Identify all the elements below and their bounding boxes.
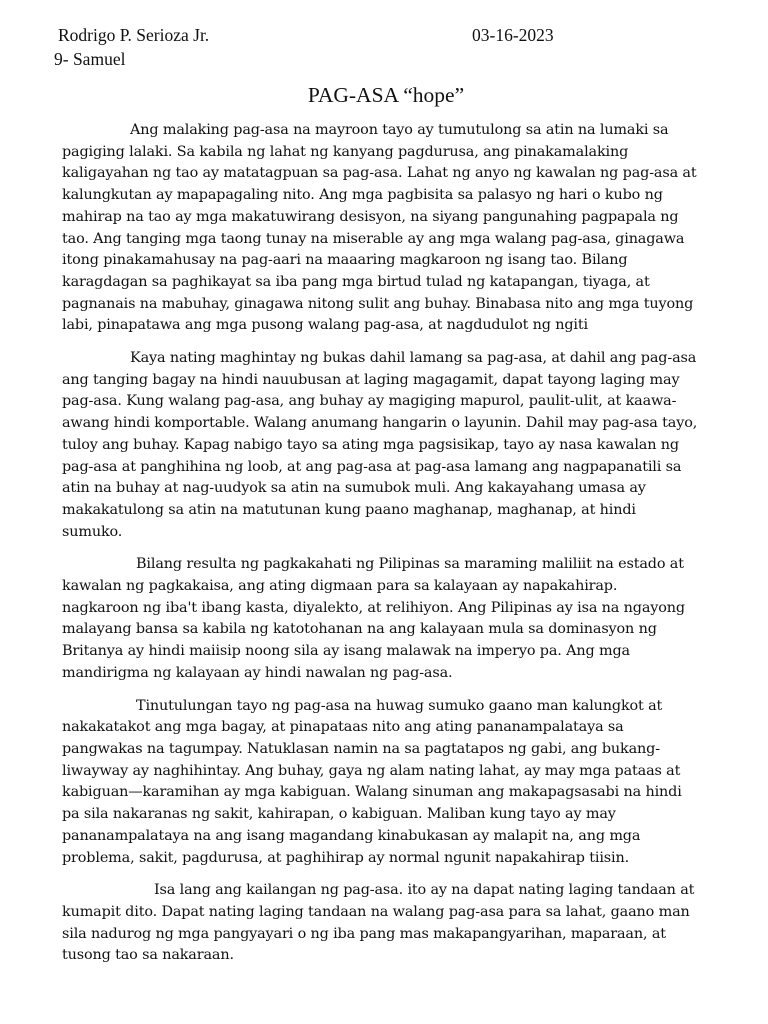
document-date: 03-16-2023 <box>472 25 554 45</box>
class-section: 9- Samuel <box>54 49 126 69</box>
paragraph-2: Kaya nating maghintay ng bukas dahil lamang sa pag-asa, at dahil ang pag-asa ang tanging bagay na hindi nauubusan at laging magagamit, dapat tayong laging may pag-asa. Kung walang pag-asa, ang buhay ay magiging mapurol, paulit-ulit, at kaawa-awang hindi komportable. Walang anumang hangarin o layunin. Dahil may pag-asa tayo, tuloy ang buhay. Kapag nabigo tayo sa ating mga pagsisikap, tayo ay nasa kawalan ng pag-asa at panghihina ng loob, at ang pag-asa at pag-asa lamang ang nagpapanatili sa atin na buhay at nag-uudyok sa atin na sumubok muli. Ang kakayahang umasa ay makakatulong sa atin na matutunan kung paano maghanap, maghanap, at hindi sumuko. <box>62 350 698 540</box>
author-name: Rodrigo P. Serioza Jr. <box>58 25 210 45</box>
essay-title: PAG-ASA “hope” <box>307 83 465 107</box>
paragraph-5: Isa lang ang kailangan ng pag-asa. ito ay na dapat nating laging tandaan at kumapit dito. Dapat nating laging tandaan na walang pag-asa para sa lahat, gaano man sila nadurog ng mga pangyayari o ng iba pang mas makapangyarihan, maparaan, at tusong tao sa nakaraan. <box>62 882 695 964</box>
paragraph-3: Bilang resulta ng pagkakahati ng Pilipinas sa maraming maliliit na estado at kawalan ng pagkakaisa, ang ating digmaan para sa kalayaan ay napakahirap. nagkaroon ng iba't ibang kasta, diyalekto, at relihiyon. Ang Pilipinas ay isa na ngayong malayang bansa sa kabila ng katotohanan na ang kalayaan mula sa dominasyon ng Britanya ay hindi maiisip noong sila ay isang malawak na imperyo pa. Ang mga mandirigma ng kalayaan ay hindi nawalan ng pag-asa. <box>62 556 685 681</box>
document-header <box>54 22 698 69</box>
paragraph-1: Ang malaking pag-asa na mayroon tayo ay tumutulong sa atin na lumaki sa pagiging lalaki. Sa kabila ng lahat ng kanyang pagdurusa, ang pinakamalaking kaligayahan ng tao ay matatagpuan sa pag-asa. Lahat ng anyo ng kawalan ng pag-asa at kalungkutan ay mapapagaling nito. Ang mga pagbisita sa palasyo ng hari o kubo ng mahirap na tao ay mga makatuwirang desisyon, na siyang pangunahing pagpapala ng tao. Ang tanging mga taong tunay na miserable ay ang mga walang pag-asa, ginagawa itong pinakamahusay na pag-aari na maaaring magkaroon ng isang tao. Bilang karagdagan sa paghikayat sa iba pang mga birtud tulad ng katapangan, tiyaga, at pagnanais na mabuhay, ginagawa nitong sulit ang buhay. Binabasa nito ang mga tuyong labi, pinapatawa ang mga pusong walang pag-asa, at nagdudulot ng ngiti <box>62 122 697 334</box>
paragraph-4: Tinutulungan tayo ng pag-asa na huwag sumuko gaano man kalungkot at nakakatakot ang mga bagay, at pinapataas nito ang ating pananampalataya sa pangwakas na tagumpay. Natuklasan namin na sa pagtatapos ng gabi, ang bukang-liwayway ay naghihintay. Ang buhay, gaya ng alam nating lahat, ay may mga pataas at kabiguan—karamihan ay mga kabiguan. Walang sinuman ang makapagsasabi na hindi pa sila nakaranas ng sakit, kahirapan, o kabiguan. Maliban kung tayo ay may pananampalataya na ang isang magandang kinabukasan ay malapit na, ang mga problema, sakit, pagdurusa, at paghihirap ay normal ngunit napakahirap tiisin. <box>62 697 682 866</box>
